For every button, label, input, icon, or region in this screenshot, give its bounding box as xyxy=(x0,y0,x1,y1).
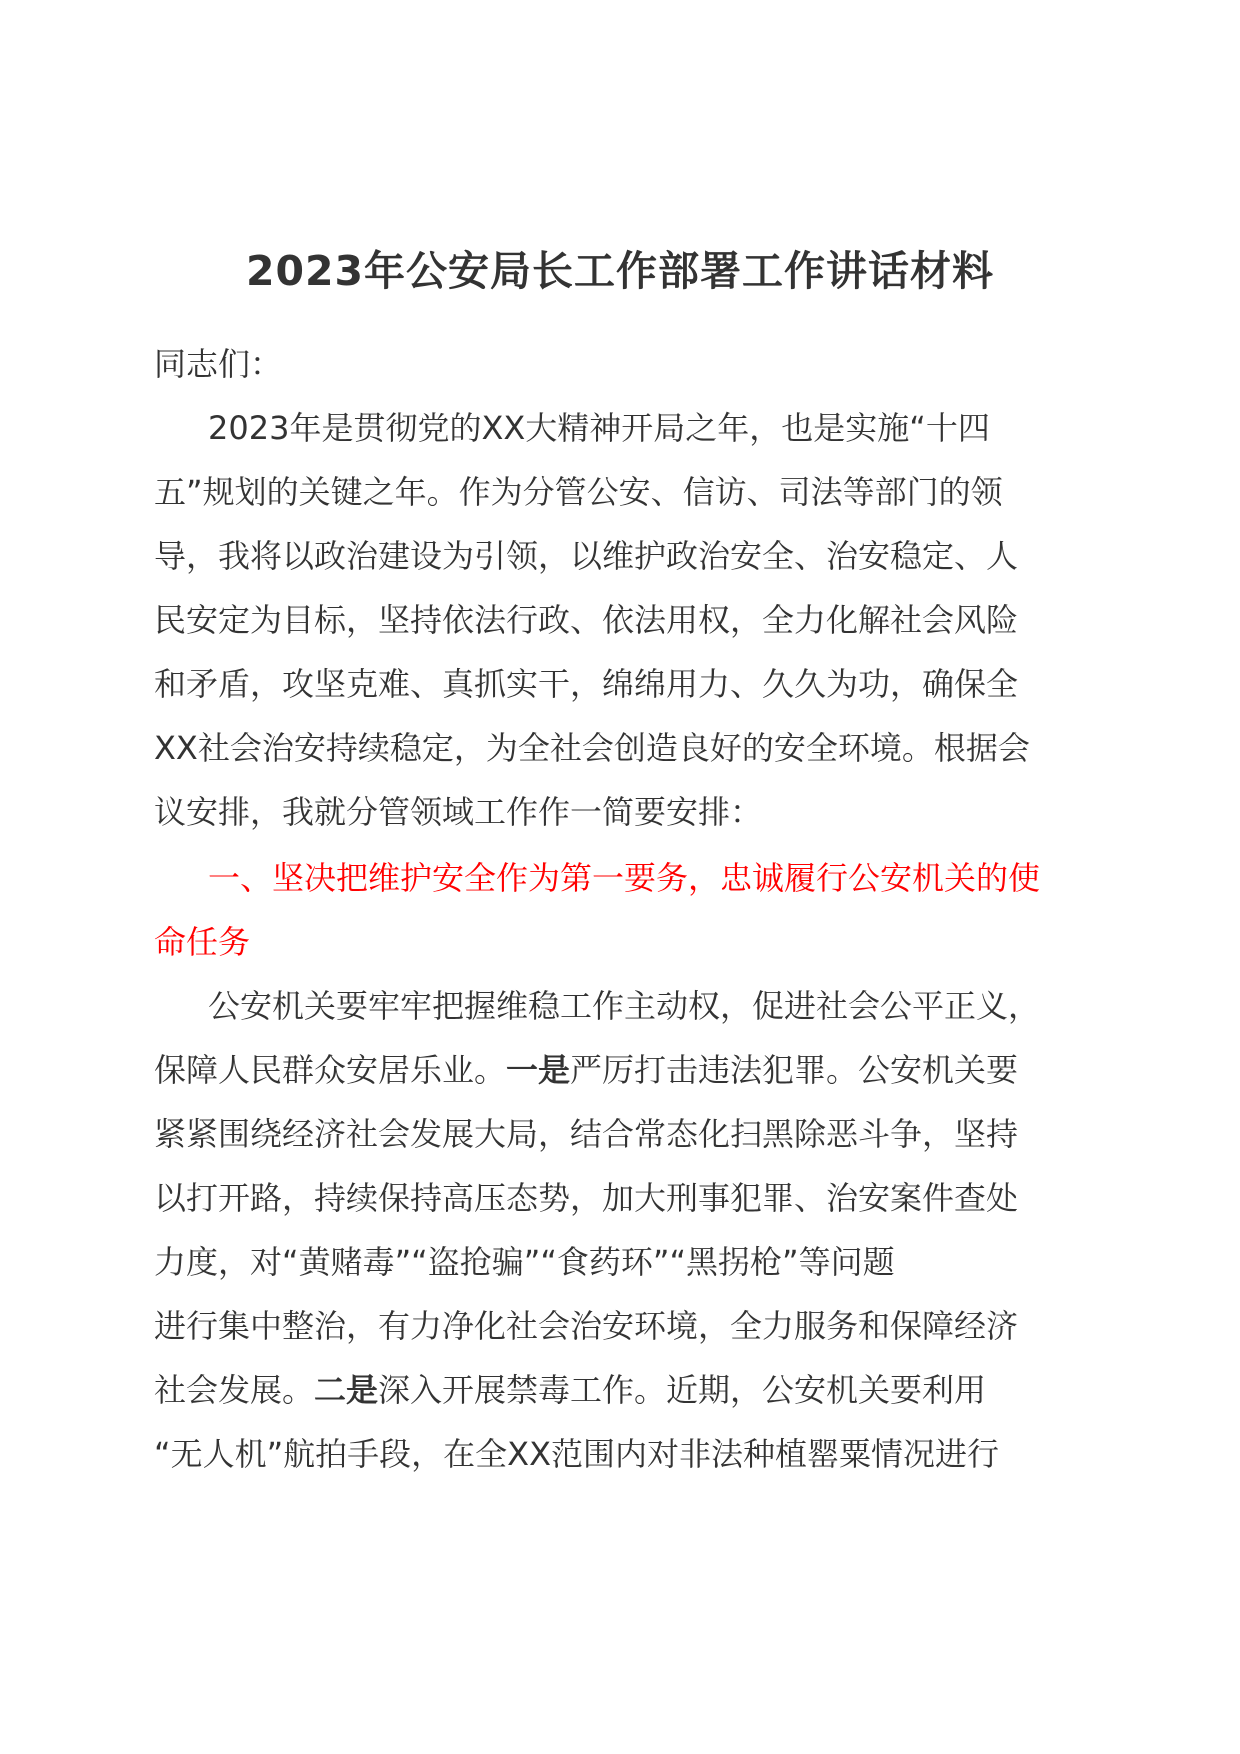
paragraph-line: XX社会治安持续稳定，为全社会创造良好的安全环境。根据会 xyxy=(154,729,1030,767)
bold-marker: 一是 xyxy=(506,1051,571,1089)
paragraph-line: “无人机”航拍手段，在全XX范围内对非法种植罂粟情况进行 xyxy=(154,1435,1000,1473)
text-span: 社会发展。 xyxy=(154,1371,315,1409)
text-span: 严厉打击违法犯罪。公安机关要 xyxy=(570,1051,1019,1089)
paragraph-line: 公安机关要牢牢把握维稳工作主动权，促进社会公平正义， xyxy=(208,987,1041,1025)
paragraph-line: 导，我将以政治建设为引领，以维护政治安全、治安稳定、人 xyxy=(154,537,1019,575)
paragraph-line: 民安定为目标，坚持依法行政、依法用权，全力化解社会风险 xyxy=(154,601,1019,639)
salutation: 同志们： xyxy=(154,345,283,383)
paragraph-line: 2023年是贯彻党的XX大精神开局之年，也是实施“十四 xyxy=(208,409,990,447)
section-heading: 一、坚决把维护安全作为第一要务，忠诚履行公安机关的使 xyxy=(208,859,1041,897)
section-heading: 命任务 xyxy=(154,923,251,961)
paragraph-line: 五”规划的关键之年。作为分管公安、信访、司法等部门的领 xyxy=(154,473,1003,511)
bold-marker: 二是 xyxy=(314,1371,379,1409)
paragraph-line xyxy=(154,1050,1094,1090)
text-span: 保障人民群众安居乐业。 xyxy=(154,1051,507,1089)
document-title: 2023年公安局长工作部署工作讲话材料 xyxy=(245,247,995,295)
paragraph-line: 进行集中整治，有力净化社会治安环境，全力服务和保障经济 xyxy=(154,1307,1019,1345)
text-span: 深入开展禁毒工作。近期，公安机关要利用 xyxy=(378,1371,987,1409)
paragraph-line: 和矛盾，攻坚克难、真抓实干，绵绵用力、久久为功，确保全 xyxy=(154,665,1019,703)
paragraph-line: 紧紧围绕经济社会发展大局，结合常态化扫黑除恶斗争，坚持 xyxy=(154,1115,1019,1153)
paragraph-line: 议安排，我就分管领域工作作一简要安排： xyxy=(154,793,763,831)
paragraph-line xyxy=(154,1370,1094,1410)
paragraph-line: 以打开路，持续保持高压态势，加大刑事犯罪、治安案件查处 xyxy=(154,1179,1019,1217)
paragraph-line: 力度，对“黄赌毒”“盗抢骗”“食药环”“黑拐枪”等问题 xyxy=(154,1243,895,1281)
